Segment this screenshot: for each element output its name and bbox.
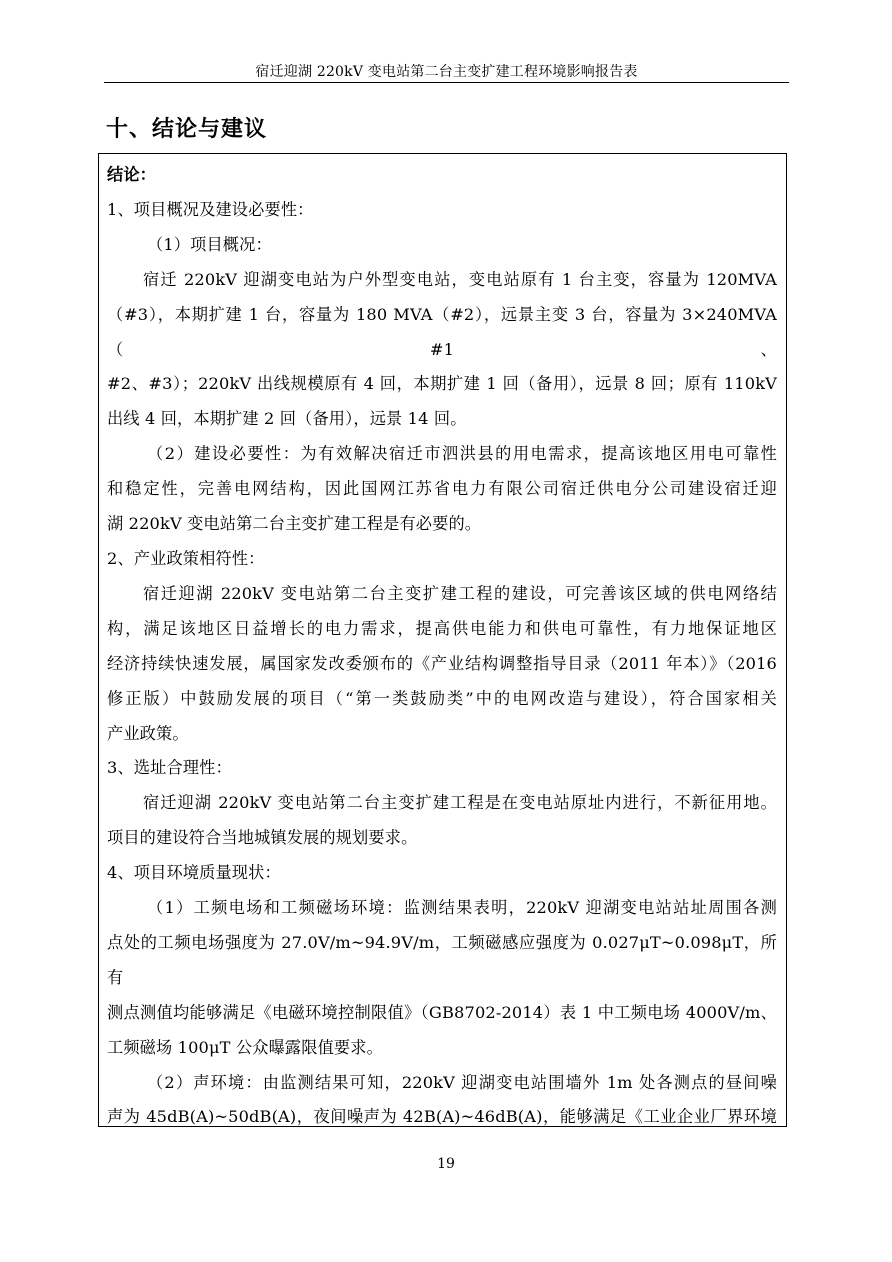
paragraph-line: 宿迁 220kV 迎湖变电站为户外型变电站，变电站原有 1 台主变，容量为 120MVA (143, 269, 777, 289)
paragraph-line: （1）工频电场和工频磁场环境：监测结果表明，220kV 迎湖变电站站址周围各测 (147, 898, 777, 918)
paragraph-line: 和稳定性，完善电网结构，因此国网江苏省电力有限公司宿迁供电分公司建设宿迁迎 (107, 479, 777, 499)
paragraph-line: #2、#3）；220kV 出线规模原有 4 回，本期扩建 1 回（备用），远景 8 回；原有 110kV (107, 374, 777, 394)
heading-site-selection: 3、选址合理性： (107, 758, 232, 778)
paragraph-line: 构，满足该地区日益增长的电力需求，提高供电能力和供电可靠性，有力地保证地区 (107, 618, 777, 638)
document-header: 宿迁迎湖 220kV 变电站第二台主变扩建工程环境影响报告表 (255, 64, 638, 80)
page-number: 19 (437, 1156, 455, 1172)
section-title: 十、结论与建议 (106, 117, 268, 142)
paragraph-line: 出线 4 回，本期扩建 2 回（备用），远景 14 回。 (107, 409, 467, 429)
paragraph-line: 工频磁场 100μT 公众曝露限值要求。 (107, 1037, 383, 1057)
paragraph-line: 宿迁迎湖 220kV 变电站第二台主变扩建工程是在变电站原址内进行，不新征用地。 (143, 793, 777, 813)
paragraph-line: 宿迁迎湖 220kV 变电站第二台主变扩建工程的建设，可完善该区域的供电网络结 (143, 583, 777, 603)
paragraph-line: 经济持续快速发展，属国家发改委颁布的《产业结构调整指导目录（2011 年本）》（2016 (107, 653, 777, 673)
heading-environment-quality: 4、项目环境质量现状： (107, 863, 281, 883)
paragraph-line: 修正版）中鼓励发展的项目（“第一类鼓励类”中的电网改造与建设），符合国家相关 (107, 688, 777, 708)
paragraph-line: 项目的建设符合当地城镇发展的规划要求。 (107, 828, 418, 848)
heading-industry-policy: 2、产业政策相符性： (107, 548, 265, 568)
subheading-overview: （1）项目概况： (147, 234, 272, 254)
paragraph-line: 产业政策。 (107, 723, 189, 743)
paragraph-line: （2）声环境：由监测结果可知，220kV 迎湖变电站围墙外 1m 处各测点的昼间噪 (147, 1072, 777, 1092)
conclusion-box (98, 153, 787, 1127)
heading-project-overview: 1、项目概况及建设必要性： (107, 199, 314, 219)
paragraph-line: 点处的工频电场强度为 27.0V/m~94.9V/m，工频磁感应强度为 0.027μT~0.098μT，所有 (107, 932, 777, 987)
paragraph-line: 声为 45dB(A)~50dB(A)，夜间噪声为 42B(A)~46dB(A)，能够满足《工业企业厂界环境 (107, 1107, 777, 1127)
conclusion-text (107, 158, 777, 1127)
paragraph-line: 湖 220kV 变电站第二台主变扩建工程是有必要的。 (107, 514, 482, 534)
conclusion-label: 结论： (107, 165, 157, 184)
header-divider (104, 82, 789, 83)
paragraph-line: 测点测值均能够满足《电磁环境控制限值》（GB8702-2014）表 1 中工频电场 4000V/m、 (107, 1002, 777, 1022)
paragraph-line: （#3），本期扩建 1 台，容量为 180 MVA（#2），远景主变 3 台，容量为 3×240MVA（#1、 (107, 304, 777, 359)
paragraph-line: （2）建设必要性：为有效解决宿迁市泗洪县的用电需求，提高该地区用电可靠性 (147, 444, 777, 464)
